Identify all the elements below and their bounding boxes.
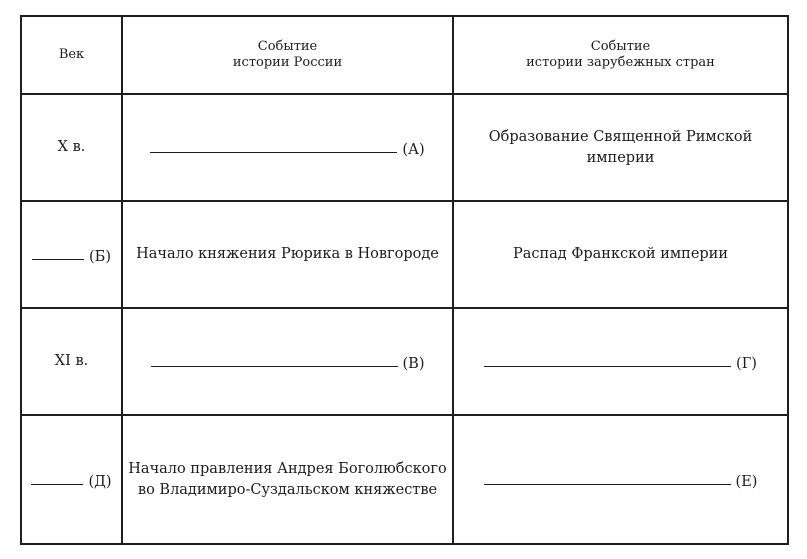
blank-line [484, 483, 731, 485]
header-row [21, 16, 788, 94]
russia-event-text: Начало княжения Рюрика в Новгороде [136, 246, 439, 262]
table-row [21, 94, 788, 201]
history-events-table [20, 15, 789, 545]
foreign-event-text: Образование Священной Римской империи [488, 128, 753, 166]
foreign-event-cell [453, 201, 788, 308]
russia-header-line2: истории России [232, 55, 343, 70]
blank-label: (Б) [89, 248, 111, 265]
russia-event-cell [122, 415, 453, 544]
russia-header-line1: Событие [257, 39, 318, 54]
russia-event-text: Начало правления Андрея Боголюбского во Владимиро-Суздальском княжестве [128, 460, 447, 498]
foreign-event-text: Распад Франкской империи [512, 246, 729, 262]
answer-blank[interactable] [484, 474, 758, 490]
century-cell [21, 201, 122, 308]
blank-line [484, 365, 731, 367]
table-row [21, 308, 788, 415]
table-row [21, 415, 788, 544]
answer-blank[interactable] [150, 142, 424, 158]
century-header-label: Век [58, 47, 85, 62]
blank-label: (В) [402, 355, 425, 372]
blank-line [31, 483, 83, 485]
table-row [21, 201, 788, 308]
russia-event-cell [122, 308, 453, 415]
foreign-header-line1: Событие [590, 39, 651, 54]
foreign-event-cell [453, 94, 788, 201]
century-text: XI в. [54, 353, 89, 369]
century-text: X в. [57, 139, 86, 155]
answer-blank[interactable] [32, 249, 111, 265]
answer-blank[interactable] [484, 356, 757, 372]
russia-event-cell [122, 201, 453, 308]
blank-label: (Е) [735, 473, 758, 490]
foreign-event-header [453, 16, 788, 94]
century-cell [21, 94, 122, 201]
blank-line [32, 258, 84, 260]
foreign-header-line2: истории зарубежных стран [526, 55, 715, 70]
russia-event-header [122, 16, 453, 94]
foreign-event-cell [453, 308, 788, 415]
century-cell [21, 308, 122, 415]
answer-blank[interactable] [151, 356, 425, 372]
century-cell [21, 415, 122, 544]
answer-blank[interactable] [31, 474, 111, 490]
blank-label: (А) [402, 141, 425, 158]
blank-label: (Г) [736, 355, 757, 372]
blank-line [151, 365, 398, 367]
blank-label: (Д) [88, 473, 112, 490]
russia-event-cell [122, 94, 453, 201]
foreign-event-cell [453, 415, 788, 544]
blank-line [150, 151, 397, 153]
century-header [21, 16, 122, 94]
